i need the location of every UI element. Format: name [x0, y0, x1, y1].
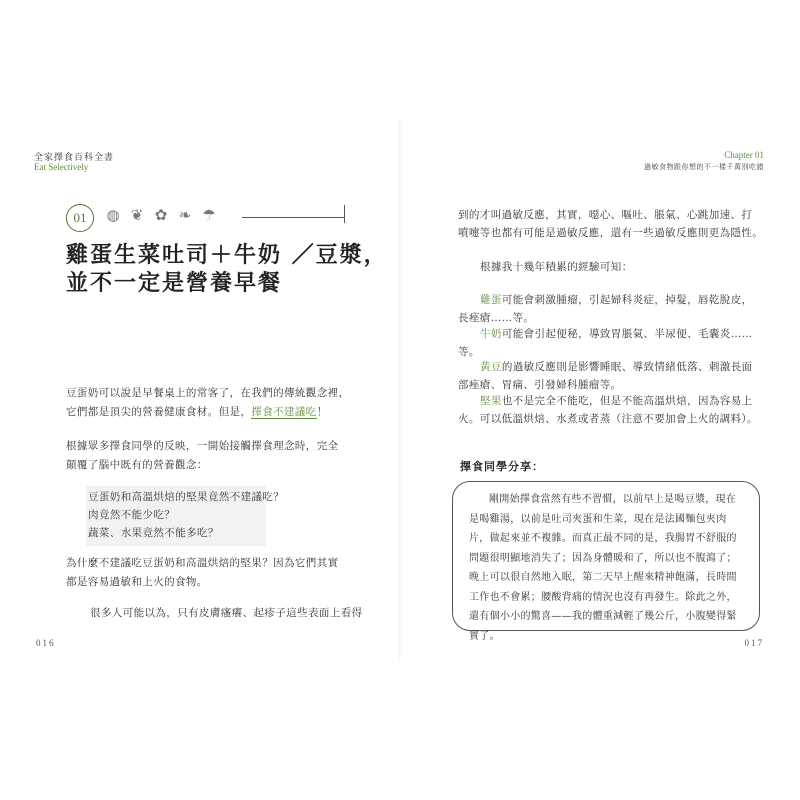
paragraph-continued-line1: 到的才叫過敏反應，其實，噁心、嘔吐、脹氣、心跳加速、打: [458, 209, 753, 221]
paragraph-text: 它們都是頂尖的營養健康食材。但是，: [66, 406, 252, 418]
egg-line2: 長痤瘡……等。: [458, 312, 535, 324]
share-line: 晚上可以很自然地入眠，第二天早上醒來精神飽滿，長時間: [469, 572, 737, 583]
nut-text: 也不是完全不能吃，但是不能高溫烘焙，因為容易上: [501, 395, 753, 407]
leaf-icon: ❦: [130, 206, 144, 224]
term-egg: 雞蛋: [480, 294, 502, 306]
share-line: 片，做起來並不複雜。而真正最不同的是，我腸胃不舒服的: [469, 533, 737, 544]
paragraph-3-line2: 都是容易過敏和上火的食物。: [66, 576, 208, 588]
mushroom-icon: ☂: [202, 206, 216, 224]
share-section-title: 擇食同學分享：: [460, 460, 544, 473]
paragraph-1-line1: 豆蛋奶可以說是早餐桌上的常客了，在我們的傳統觀念裡，: [66, 387, 350, 399]
share-line: 還有個小小的驚喜——我的體重減輕了幾公斤，小腹變得緊: [469, 611, 737, 622]
walnut-icon: ✿: [154, 206, 168, 224]
paragraph-2-line1: 根據眾多擇食同學的反映，一開始接觸擇食理念時，完全: [66, 440, 339, 452]
experience-intro: 根據我十幾年積累的經驗可知：: [480, 261, 633, 273]
share-line: 是喝雞湯，以前是吐司夾蛋和生菜，現在是法國麵包夾肉: [469, 513, 727, 525]
herb-icon: ❧: [178, 206, 192, 224]
share-line: 工作也不會累；腰酸背痛的情況也沒有再發生。除此之外，: [469, 591, 737, 603]
share-line: 剛開始擇食當然有些不習慣，以前早上是喝豆漿，現在: [489, 494, 737, 505]
share-text: [469, 490, 737, 646]
page-number-left: 016: [36, 638, 56, 648]
highlight-phrase: 擇食不建議吃: [251, 406, 317, 418]
book-gutter: [399, 120, 401, 660]
section-number-badge: 01: [66, 204, 94, 232]
paragraph-4-line1: 很多人可能以為，只有皮膚瘙癢、起疹子這些表面上看得: [90, 607, 363, 619]
paragraph-3-line1: 為什麼不建議吃豆蛋奶和高溫烘焙的堅果？因為它們其實: [66, 557, 339, 569]
nut-line2: 火。可以低溫烘焙、水煮或者蒸（注意不要加會上火的調料）。: [458, 413, 758, 425]
question-2: 肉竟然不能少吃？: [88, 509, 176, 521]
paragraph-text: ！: [316, 406, 328, 418]
term-soy: 黃豆: [480, 361, 502, 373]
book-title-header: 全家擇食百科全書: [34, 153, 115, 163]
term-nut: 堅果: [480, 395, 502, 407]
chapter-header: Chapter 01: [724, 150, 764, 160]
paragraph-1-line2: [66, 403, 328, 422]
chapter-subtitle-header: 過敏食物跟你想的不一樣千萬別吃錯: [644, 163, 764, 171]
header-rule-tick: [344, 205, 345, 223]
soy-text: 的過敏反應則是影響睡眠、導致情緒低落、刺激長面: [501, 361, 753, 373]
term-milk: 牛奶: [480, 328, 502, 340]
share-line: 實了。: [469, 630, 500, 642]
soy-line1: [480, 358, 753, 377]
milk-line1: [480, 325, 753, 344]
egg-text: 可能會刺激腫瘤，引起婦科炎症，掉髮，唇乾脫皮，: [501, 294, 753, 306]
question-3: 蔬菜、水果竟然不能多吃？: [88, 527, 219, 539]
header-rule: [242, 217, 344, 218]
milk-line2: 等。: [458, 346, 480, 358]
share-line: 問題很明顯地消失了；因為身體暖和了，所以也不腹瀉了；: [469, 552, 737, 564]
food-icon-row: [104, 206, 218, 224]
egg-line1: [480, 291, 753, 310]
article-title-line2: 並不一定是營養早餐: [66, 270, 283, 296]
question-1: 豆蛋奶和高溫烘焙的堅果竟然不建議吃？: [88, 491, 285, 503]
page-number-right: 017: [744, 638, 764, 648]
paragraph-2-line2: 顛覆了腦中既有的營養觀念：: [66, 459, 208, 471]
nut-line1: [480, 392, 753, 411]
egg-icon: ◍: [106, 206, 120, 224]
book-subtitle-header: Eat Selectively: [34, 162, 89, 172]
paragraph-continued-line2: 噴嚏等也都有可能是過敏反應，還有一些過敏反應則更為隱性。: [458, 227, 764, 239]
milk-text: 可能會引起便秘，導致胃脹氣、半尿便、毛囊炎……: [501, 328, 753, 340]
article-title-line1: 雞蛋生菜吐司＋牛奶 ／豆漿，: [66, 242, 388, 268]
soy-line2: 部痤瘡、胃痛、引發婦科腫瘤等。: [458, 379, 622, 391]
